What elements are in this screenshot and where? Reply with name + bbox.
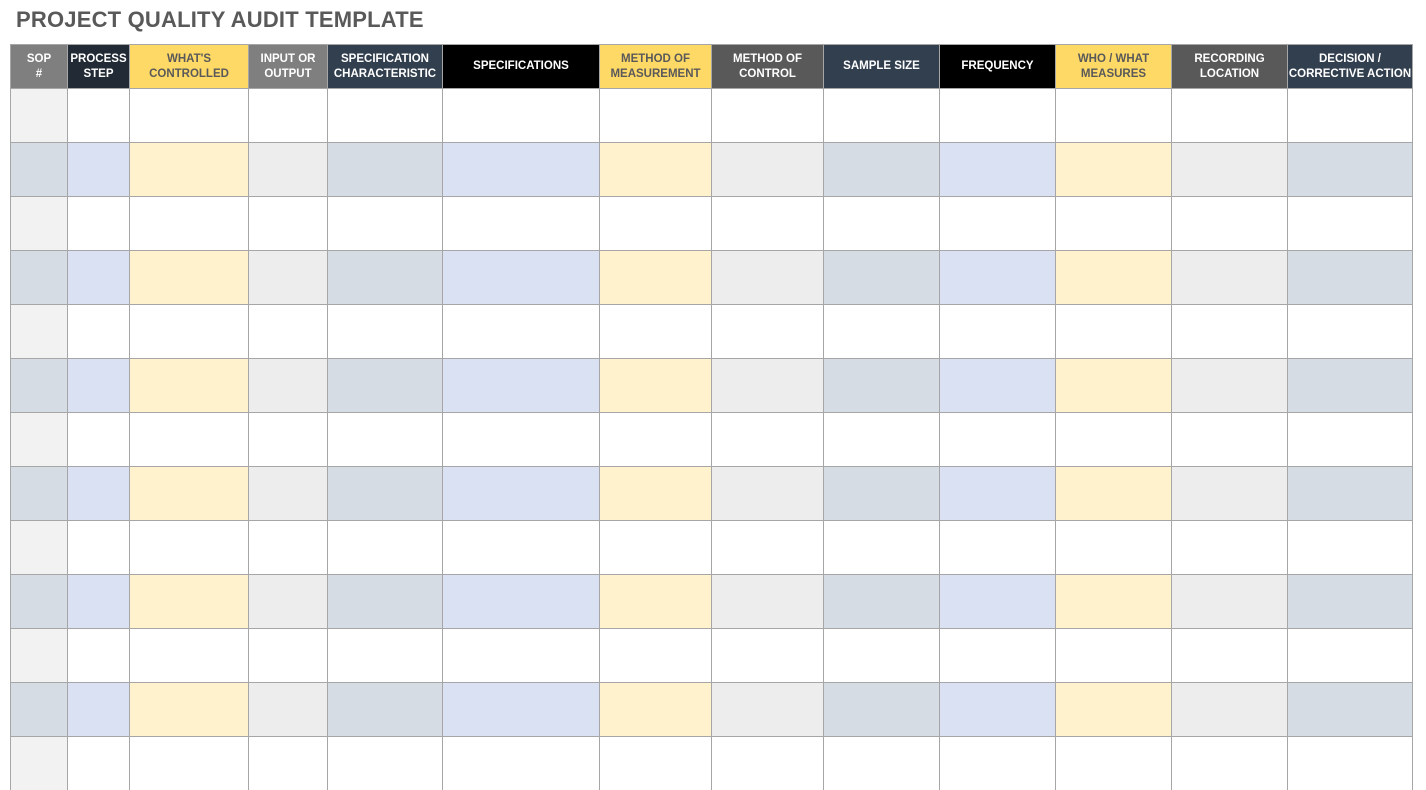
table-cell[interactable]	[249, 197, 328, 251]
table-cell[interactable]	[712, 467, 824, 521]
table-row	[11, 143, 1413, 197]
table-cell[interactable]	[68, 683, 130, 737]
table-cell[interactable]	[1288, 521, 1413, 575]
table-cell[interactable]	[940, 413, 1056, 467]
table-cell[interactable]	[328, 89, 443, 143]
table-cell[interactable]	[600, 197, 712, 251]
table-cell[interactable]	[328, 467, 443, 521]
table-row	[11, 251, 1413, 305]
table-cell[interactable]	[824, 89, 940, 143]
audit-table	[10, 44, 1413, 790]
table-cell[interactable]	[1172, 629, 1288, 683]
table-cell[interactable]	[130, 521, 249, 575]
header-label: RECORDING LOCATION	[1194, 52, 1265, 80]
table-cell[interactable]	[130, 575, 249, 629]
table-cell[interactable]	[249, 359, 328, 413]
table-row	[11, 467, 1413, 521]
table-cell[interactable]	[68, 413, 130, 467]
header-label: PROCESS STEP	[70, 52, 127, 80]
table-cell[interactable]	[1172, 197, 1288, 251]
table-cell[interactable]	[940, 629, 1056, 683]
table-cell[interactable]	[824, 737, 940, 790]
table-cell[interactable]	[11, 143, 68, 197]
table-cell[interactable]	[11, 629, 68, 683]
table-cell[interactable]	[824, 251, 940, 305]
header-label: SOP #	[26, 52, 52, 80]
table-cell[interactable]	[940, 197, 1056, 251]
table-cell[interactable]	[11, 683, 68, 737]
table-cell[interactable]	[940, 89, 1056, 143]
table-cell[interactable]	[68, 467, 130, 521]
header-process-step	[68, 45, 130, 89]
table-cell[interactable]	[443, 413, 600, 467]
table-cell[interactable]	[600, 521, 712, 575]
table-cell[interactable]	[68, 359, 130, 413]
table-cell[interactable]	[249, 629, 328, 683]
table-cell[interactable]	[443, 737, 600, 790]
table-cell[interactable]	[1172, 575, 1288, 629]
table-cell[interactable]	[1056, 143, 1172, 197]
table-cell[interactable]	[1288, 143, 1413, 197]
table-cell[interactable]	[249, 305, 328, 359]
table-cell[interactable]	[600, 413, 712, 467]
table-cell[interactable]	[1288, 251, 1413, 305]
table-cell[interactable]	[249, 683, 328, 737]
header-whats-controlled	[130, 45, 249, 89]
header-label: INPUT OR OUTPUT	[260, 52, 316, 80]
header-label: SPECIFICATION CHARACTERISTIC	[333, 52, 437, 80]
table-cell[interactable]	[824, 305, 940, 359]
table-cell[interactable]	[712, 197, 824, 251]
table-cell[interactable]	[443, 359, 600, 413]
table-cell[interactable]	[130, 143, 249, 197]
table-cell[interactable]	[712, 629, 824, 683]
table-cell[interactable]	[824, 359, 940, 413]
table-cell[interactable]	[824, 629, 940, 683]
table-cell[interactable]	[824, 413, 940, 467]
table-row	[11, 683, 1413, 737]
table-row	[11, 197, 1413, 251]
table-cell[interactable]	[328, 359, 443, 413]
table-cell[interactable]	[130, 305, 249, 359]
table-cell[interactable]	[1056, 575, 1172, 629]
header-sample-size	[824, 45, 940, 89]
header-input-or-output	[249, 45, 328, 89]
table-cell[interactable]	[1288, 467, 1413, 521]
table-cell[interactable]	[1056, 251, 1172, 305]
table-cell[interactable]	[249, 143, 328, 197]
table-cell[interactable]	[600, 575, 712, 629]
table-cell[interactable]	[1172, 89, 1288, 143]
header-who-what-measures	[1056, 45, 1172, 89]
table-cell[interactable]	[1288, 359, 1413, 413]
header-label: DECISION / CORRECTIVE ACTION	[1288, 52, 1412, 80]
table-cell[interactable]	[600, 305, 712, 359]
table-cell[interactable]	[824, 197, 940, 251]
table-cell[interactable]	[11, 521, 68, 575]
header-label: SPECIFICATIONS	[473, 60, 569, 72]
table-cell[interactable]	[824, 521, 940, 575]
table-cell[interactable]	[712, 521, 824, 575]
table-cell[interactable]	[824, 575, 940, 629]
table-cell[interactable]	[328, 143, 443, 197]
table-cell[interactable]	[68, 305, 130, 359]
table-cell[interactable]	[940, 575, 1056, 629]
table-cell[interactable]	[130, 683, 249, 737]
table-cell[interactable]	[712, 575, 824, 629]
table-cell[interactable]	[940, 359, 1056, 413]
table-cell[interactable]	[600, 683, 712, 737]
header-method-of-control	[712, 45, 824, 89]
table-cell[interactable]	[11, 467, 68, 521]
header-label: SAMPLE SIZE	[843, 60, 920, 72]
table-cell[interactable]	[940, 683, 1056, 737]
table-cell[interactable]	[1172, 305, 1288, 359]
header-sop-number	[11, 45, 68, 89]
table-cell[interactable]	[1288, 737, 1413, 790]
table-cell[interactable]	[130, 629, 249, 683]
table-cell[interactable]	[1288, 575, 1413, 629]
table-cell[interactable]	[600, 629, 712, 683]
table-cell[interactable]	[328, 251, 443, 305]
table-cell[interactable]	[1288, 629, 1413, 683]
table-cell[interactable]	[940, 737, 1056, 790]
table-cell[interactable]	[1056, 737, 1172, 790]
table-cell[interactable]	[712, 89, 824, 143]
table-cell[interactable]	[940, 143, 1056, 197]
header-recording-location	[1172, 45, 1288, 89]
header-specifications	[443, 45, 600, 89]
table-cell[interactable]	[443, 89, 600, 143]
table-cell[interactable]	[600, 467, 712, 521]
table-row	[11, 359, 1413, 413]
table-cell[interactable]	[328, 305, 443, 359]
table-cell[interactable]	[249, 251, 328, 305]
table-cell[interactable]	[712, 737, 824, 790]
table-cell[interactable]	[1056, 197, 1172, 251]
table-cell[interactable]	[11, 305, 68, 359]
table-row	[11, 629, 1413, 683]
header-label: METHOD OF MEASUREMENT	[610, 52, 701, 80]
table-cell[interactable]	[443, 629, 600, 683]
table-cell[interactable]	[68, 737, 130, 790]
table-cell[interactable]	[68, 89, 130, 143]
table-cell[interactable]	[1288, 89, 1413, 143]
table-row	[11, 305, 1413, 359]
table-cell[interactable]	[130, 89, 249, 143]
table-cell[interactable]	[249, 521, 328, 575]
table-cell[interactable]	[443, 683, 600, 737]
table-cell[interactable]	[1172, 359, 1288, 413]
table-cell[interactable]	[712, 305, 824, 359]
table-cell[interactable]	[600, 89, 712, 143]
table-row	[11, 575, 1413, 629]
table-cell[interactable]	[1172, 467, 1288, 521]
table-cell[interactable]	[1172, 683, 1288, 737]
table-cell[interactable]	[130, 467, 249, 521]
table-cell[interactable]	[940, 251, 1056, 305]
table-cell[interactable]	[249, 413, 328, 467]
table-cell[interactable]	[328, 629, 443, 683]
table-cell[interactable]	[68, 575, 130, 629]
table-cell[interactable]	[940, 305, 1056, 359]
header-method-of-measurement	[600, 45, 712, 89]
header-decision-corrective-action	[1288, 45, 1413, 89]
table-cell[interactable]	[1056, 467, 1172, 521]
table-cell[interactable]	[68, 143, 130, 197]
table-cell[interactable]	[712, 413, 824, 467]
table-cell[interactable]	[249, 575, 328, 629]
table-cell[interactable]	[68, 197, 130, 251]
table-cell[interactable]	[11, 575, 68, 629]
table-cell[interactable]	[1056, 305, 1172, 359]
table-cell[interactable]	[328, 413, 443, 467]
table-cell[interactable]	[940, 467, 1056, 521]
table-cell[interactable]	[824, 143, 940, 197]
table-cell[interactable]	[11, 359, 68, 413]
table-cell[interactable]	[1288, 413, 1413, 467]
header-label: WHO / WHAT MEASURES	[1077, 52, 1150, 80]
table-cell[interactable]	[11, 737, 68, 790]
table-body	[11, 89, 1413, 790]
table-cell[interactable]	[328, 737, 443, 790]
table-cell[interactable]	[328, 575, 443, 629]
table-cell[interactable]	[712, 143, 824, 197]
table-cell[interactable]	[249, 737, 328, 790]
table-cell[interactable]	[443, 575, 600, 629]
table-cell[interactable]	[1056, 521, 1172, 575]
table-cell[interactable]	[443, 467, 600, 521]
table-cell[interactable]	[600, 737, 712, 790]
header-label: WHAT'S CONTROLLED	[149, 52, 229, 80]
table-cell[interactable]	[328, 521, 443, 575]
table-cell[interactable]	[1056, 683, 1172, 737]
header-specification-characteristic	[328, 45, 443, 89]
table-cell[interactable]	[712, 359, 824, 413]
header-frequency	[940, 45, 1056, 89]
table-cell[interactable]	[443, 143, 600, 197]
table-cell[interactable]	[824, 683, 940, 737]
table-cell[interactable]	[1172, 251, 1288, 305]
page-title: PROJECT QUALITY AUDIT TEMPLATE	[16, 7, 424, 32]
table-cell[interactable]	[11, 89, 68, 143]
table-cell[interactable]	[328, 683, 443, 737]
table-row	[11, 737, 1413, 790]
table-cell[interactable]	[443, 521, 600, 575]
table-cell[interactable]	[1056, 359, 1172, 413]
table-cell[interactable]	[328, 197, 443, 251]
table-cell[interactable]	[600, 143, 712, 197]
table-cell[interactable]	[1056, 413, 1172, 467]
table-cell[interactable]	[443, 197, 600, 251]
header-label: FREQUENCY	[961, 60, 1034, 72]
table-cell[interactable]	[11, 413, 68, 467]
header-label: METHOD OF CONTROL	[733, 52, 802, 80]
header-row	[11, 45, 1413, 89]
table-cell[interactable]	[130, 251, 249, 305]
table-cell[interactable]	[1288, 305, 1413, 359]
table-cell[interactable]	[130, 737, 249, 790]
table-cell[interactable]	[1056, 629, 1172, 683]
table-cell[interactable]	[130, 197, 249, 251]
table-cell[interactable]	[600, 251, 712, 305]
table-cell[interactable]	[443, 305, 600, 359]
table-cell[interactable]	[1288, 197, 1413, 251]
table-cell[interactable]	[443, 251, 600, 305]
table-cell[interactable]	[1288, 683, 1413, 737]
table-cell[interactable]	[11, 197, 68, 251]
table-cell[interactable]	[68, 629, 130, 683]
table-cell[interactable]	[130, 413, 249, 467]
table-cell[interactable]	[11, 251, 68, 305]
table-cell[interactable]	[249, 467, 328, 521]
table-cell[interactable]	[600, 359, 712, 413]
table-cell[interactable]	[712, 683, 824, 737]
table-cell[interactable]	[249, 89, 328, 143]
table-cell[interactable]	[68, 521, 130, 575]
table-row	[11, 89, 1413, 143]
table-cell[interactable]	[130, 359, 249, 413]
table-cell[interactable]	[1172, 413, 1288, 467]
table-cell[interactable]	[68, 251, 130, 305]
table-cell[interactable]	[940, 521, 1056, 575]
table-cell[interactable]	[712, 251, 824, 305]
table-cell[interactable]	[1056, 89, 1172, 143]
table-cell[interactable]	[1172, 737, 1288, 790]
table-cell[interactable]	[824, 467, 940, 521]
table-row	[11, 413, 1413, 467]
table-cell[interactable]	[1172, 521, 1288, 575]
table-cell[interactable]	[1172, 143, 1288, 197]
table-row	[11, 521, 1413, 575]
